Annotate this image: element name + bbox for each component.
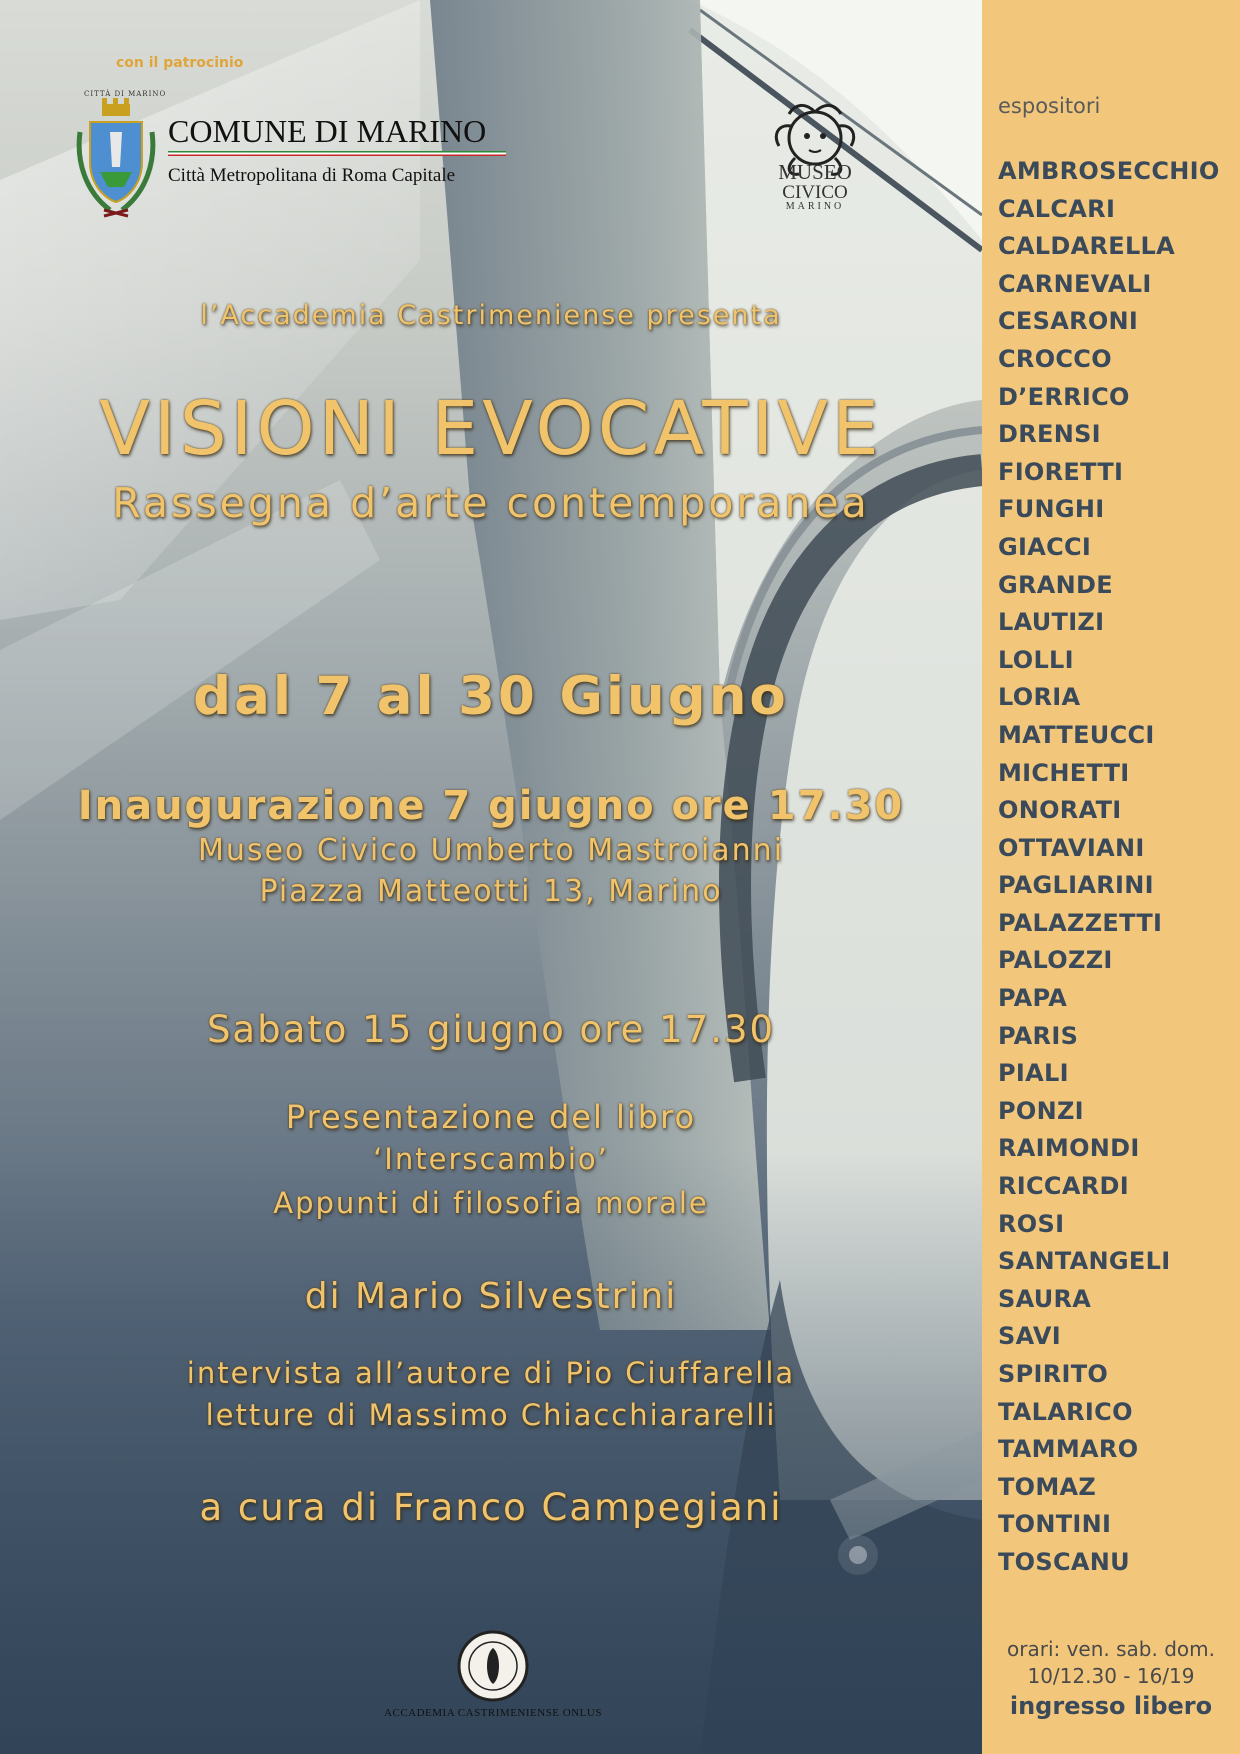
exhibitor-name: D’ERRICO bbox=[998, 382, 1130, 411]
exhibitor-name: ONORATI bbox=[998, 796, 1122, 825]
exhibitor-name: TOMAZ bbox=[998, 1472, 1097, 1501]
main-title: VISIONI EVOCATIVE bbox=[99, 386, 883, 472]
exhibitor-name: SANTANGELI bbox=[998, 1247, 1171, 1276]
exhibitor-name: AMBROSECCHIO bbox=[998, 157, 1220, 185]
exhibitor-name: RAIMONDI bbox=[998, 1134, 1140, 1163]
comune-crest-icon bbox=[76, 92, 156, 227]
venue-name: Museo Civico Umberto Mastroianni bbox=[197, 833, 785, 868]
exhibitors-list bbox=[998, 153, 1220, 1582]
museo-line-2: CIVICO bbox=[782, 182, 848, 203]
exhibitor-name: CESARONI bbox=[998, 307, 1139, 336]
exhibitor-name: GRANDE bbox=[998, 570, 1113, 599]
exhibitor-name: PONZI bbox=[998, 1096, 1084, 1125]
comune-subtitle: Città Metropolitana di Roma Capitale bbox=[168, 165, 456, 186]
exhibitor-name: LAUTIZI bbox=[998, 608, 1105, 637]
exhibitor-name: PALOZZI bbox=[998, 946, 1113, 975]
exhibitor-name: PAGLIARINI bbox=[998, 871, 1154, 900]
opening-hours-days: orari: ven. sab. dom. bbox=[1007, 1637, 1215, 1661]
exhibitor-name: TALARICO bbox=[998, 1397, 1133, 1426]
exhibition-dates: dal 7 al 30 Giugno bbox=[193, 666, 789, 727]
readings-credit: letture di Massimo Chiacchiararelli bbox=[205, 1398, 777, 1432]
exhibitor-name: TAMMARO bbox=[998, 1435, 1139, 1464]
exhibitor-name: CALCARI bbox=[998, 194, 1116, 223]
exhibitor-name: CALDARELLA bbox=[998, 232, 1176, 261]
curator-credit: a cura di Franco Campegiani bbox=[199, 1486, 783, 1529]
free-entry: ingresso libero bbox=[1009, 1692, 1213, 1720]
exhibitor-name: TONTINI bbox=[998, 1510, 1112, 1539]
exhibitor-name: RICCARDI bbox=[998, 1172, 1129, 1201]
exhibitor-name: MICHETTI bbox=[998, 758, 1130, 787]
comune-title: COMUNE DI MARINO bbox=[168, 113, 487, 149]
venue-address: Piazza Matteotti 13, Marino bbox=[259, 874, 723, 909]
comune-flag-rule bbox=[168, 151, 506, 156]
book-author: di Mario Silvestrini bbox=[304, 1276, 678, 1317]
book-intro: Presentazione del libro bbox=[285, 1098, 697, 1136]
exhibitor-name: PIALI bbox=[998, 1059, 1069, 1088]
exhibitors-heading: espositori bbox=[998, 94, 1101, 118]
patronage-label bbox=[116, 55, 243, 71]
exhibitor-name: DRENSI bbox=[998, 420, 1101, 449]
main-subtitle: Rassegna d’arte contemporanea bbox=[112, 479, 870, 527]
event-date: Sabato 15 giugno ore 17.30 bbox=[206, 1008, 776, 1051]
exhibitor-name: GIACCI bbox=[998, 532, 1092, 561]
exhibitor-name: PARIS bbox=[998, 1021, 1079, 1050]
exhibitor-name: FIORETTI bbox=[998, 457, 1124, 486]
exhibitor-name: FUNGHI bbox=[998, 495, 1105, 524]
exhibitor-name: MATTEUCCI bbox=[998, 720, 1155, 749]
museo-logo-text bbox=[760, 162, 870, 212]
academy-name: ACCADEMIA CASTRIMENIENSE ONLUS bbox=[384, 1707, 602, 1719]
museo-line-1: MUSEO bbox=[778, 160, 852, 184]
book-title: ‘Interscambio’ bbox=[373, 1142, 609, 1176]
exhibitor-name: SAVI bbox=[998, 1322, 1061, 1351]
academy-logo-icon bbox=[455, 1628, 531, 1704]
exhibitor-name: CROCCO bbox=[998, 344, 1112, 373]
exhibitor-name: SAURA bbox=[998, 1284, 1092, 1313]
exhibitor-name: LOLLI bbox=[998, 645, 1074, 674]
exhibitor-name: LORIA bbox=[998, 683, 1081, 712]
patronage-text: con il patrocinio bbox=[116, 55, 244, 71]
museo-line-3: MARINO bbox=[785, 201, 845, 212]
exhibitor-name: ROSI bbox=[998, 1209, 1065, 1238]
inauguration-line: Inaugurazione 7 giugno ore 17.30 bbox=[77, 783, 905, 829]
exhibitor-name: PALAZZETTI bbox=[998, 908, 1163, 937]
exhibitor-name: CARNEVALI bbox=[998, 269, 1152, 298]
exhibitor-name: SPIRITO bbox=[998, 1360, 1109, 1388]
book-subtitle: Appunti di filosofia morale bbox=[273, 1186, 709, 1220]
exhibitor-name: PAPA bbox=[998, 984, 1068, 1013]
exhibitor-name: TOSCANU bbox=[998, 1547, 1130, 1576]
exhibitor-name: OTTAVIANI bbox=[998, 833, 1145, 862]
interview-credit: intervista all’autore di Pio Ciuffarella bbox=[186, 1356, 796, 1390]
presenter-line: l’Accademia Castrimeniense presenta bbox=[200, 300, 782, 331]
opening-hours-times: 10/12.30 - 16/19 bbox=[1027, 1664, 1195, 1688]
comune-small-label: CITTÀ DI MARINO bbox=[84, 90, 167, 98]
